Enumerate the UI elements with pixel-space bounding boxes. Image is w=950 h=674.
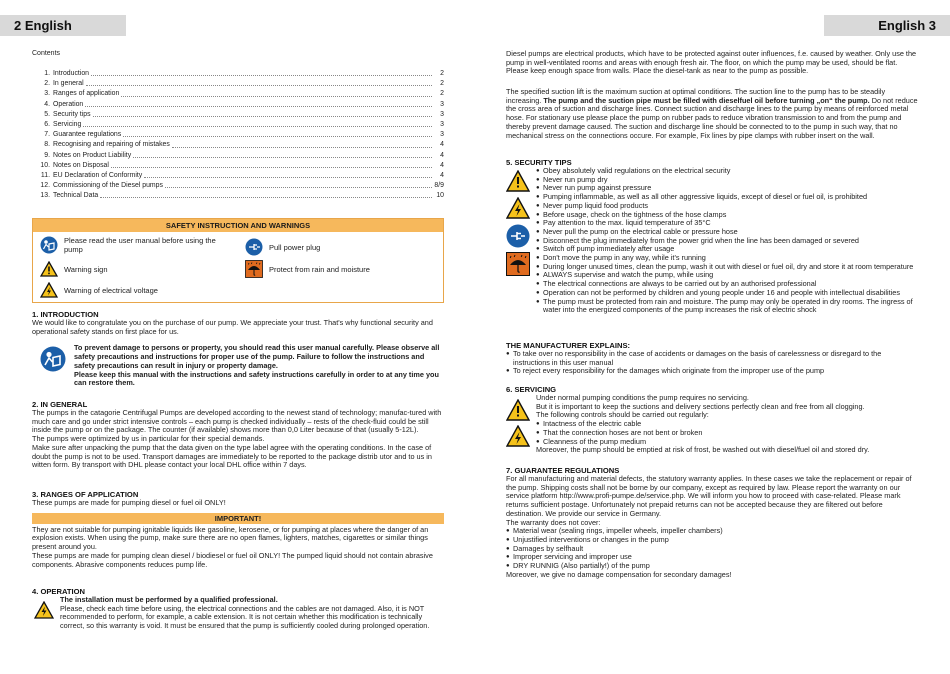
section-manufacturer bbox=[506, 341, 918, 376]
safety-title: SAFETY INSTRUCTION AND WARNINGS bbox=[33, 219, 443, 232]
toc-item: 10. Notes on Disposal 4 bbox=[40, 161, 444, 169]
section-guarantee bbox=[506, 466, 918, 579]
section-servicing bbox=[506, 385, 918, 455]
page-number-right: English 3 bbox=[824, 15, 950, 36]
list-item: ● Cleanness of the pump medium bbox=[536, 438, 918, 447]
electric-voltage-icon bbox=[40, 282, 58, 298]
list-item: ● Disconnect the plug immediately from the power grid when the line has been damaged or severed bbox=[536, 237, 918, 246]
ranges-paragraph-1: They are not suitable for pumping ignitable liquids like gasoline, kerosene, or for pumping at places where the danger of an explosion exists. When using the pump, make sure there are no open flames, lighters, matches, cigarettes or similar things present around you. bbox=[32, 524, 429, 552]
general-paragraph-3: Make sure after unpacking the pump that the data given on the type label agree with the operating conditions. In the case of doubt the pump is not to be used. Transport damages are immediately to be reported to the package distrib utor and to us in witten form. By transport with DHL please contact your local DHL office within 7 days. bbox=[32, 442, 432, 470]
list-item: ● Switch off pump immediately after usage bbox=[536, 245, 918, 254]
operation-bold-note: The installation must be performed by a qualified professional. bbox=[60, 595, 278, 604]
list-item: ● Pumping inflammable, as well as all other aggressive liquids, except of diesel or fuel oil, is prohibited bbox=[536, 193, 918, 202]
toc-item: 12. Commissioning of the Diesel pumps 8/9 bbox=[40, 182, 444, 190]
list-item: ● During longer unused times, clean the pump, wash it out with diesel or fuel oil, dry and store it at room temperature bbox=[536, 263, 918, 272]
warning-triangle-icon bbox=[506, 399, 530, 421]
servicing-line-3: The following controls should be carried out regularly: bbox=[536, 410, 709, 420]
safety-box bbox=[32, 218, 444, 303]
introduction-heading: 1. INTRODUCTION bbox=[32, 310, 99, 319]
safety-voltage: Warning of electrical voltage bbox=[40, 282, 158, 298]
manufacturer-heading: THE MANUFACTURER EXPLAINS: bbox=[506, 341, 631, 350]
list-item: ● Unjustified interventions or changes in the pump bbox=[506, 536, 918, 545]
section-general bbox=[32, 400, 444, 470]
operation-heading: 4. OPERATION bbox=[32, 587, 86, 596]
guarantee-heading: 7. GUARANTEE REGULATIONS bbox=[506, 466, 620, 475]
toc-item: 5. Security tips 3 bbox=[44, 110, 444, 118]
warning-triangle-icon bbox=[506, 170, 530, 192]
guarantee-paragraph-3: Moreover, we give no damage compensation for secondary damages! bbox=[506, 569, 732, 579]
list-item: ● That the connection hoses are not bent or broken bbox=[536, 429, 918, 438]
ranges-paragraph-2: These pumps are made for pumping clean diesel / biodiesel or fuel oil ONLY! The pumped liquid should not contain abrasive components. Abrasive components reduces pump life. bbox=[32, 550, 433, 569]
right-intro-paragraph: Diesel pumps are electrical products, which have to be protected against outer influences, f.e. caused by weather. Only use the pump in well-ventilated rooms and areas with enough fresh air. The floor, on which the pump may be used, should be flat. Please keep enough space from walls. Place the diesel-tank as near to the pump as possible. bbox=[506, 49, 917, 76]
safety-pull-plug: Pull power plug bbox=[245, 238, 320, 256]
umbrella-rain-icon bbox=[245, 260, 263, 278]
list-item: ● Never pull the pump on the electrical cable or pressure hose bbox=[536, 228, 918, 237]
electric-voltage-icon bbox=[506, 197, 530, 219]
electric-voltage-icon bbox=[506, 425, 530, 447]
list-item: ● Don't move the pump in any way, while it's running bbox=[536, 254, 918, 263]
toc-item: 13. Technical Data 10 bbox=[40, 192, 444, 200]
section-introduction bbox=[32, 310, 444, 388]
list-item: ● ALWAYS supervise and watch the pump, while using bbox=[536, 271, 918, 280]
servicing-heading: 6. SERVICING bbox=[506, 385, 557, 394]
toc-item: 11. EU Declaration of Conformity 4 bbox=[40, 171, 444, 179]
toc-item: 4. Operation 3 bbox=[44, 100, 444, 108]
pull-plug-icon bbox=[245, 238, 263, 256]
guarantee-paragraph-1: For all manufacturing and material defects, the statutory warranty applies. In these cases we take the replacement or repair of the pump. Shipping costs shall not be borne by our company, except as required by law. Please report the warranty on our service platform http://www.profi-pumpe.de/service.php. We will inform you how to proceed with case-related. Please mark returns sufficient postage. Unfortunately not prepaid returns can not be accepted because they are filtered out before destination. We provide our service in Germany. bbox=[506, 474, 912, 518]
list-item: ● Material wear (sealing rings, impeller wheels, impeller chambers) bbox=[506, 527, 918, 536]
important-bar: IMPORTANT! bbox=[32, 513, 444, 524]
toc-item: 9. Notes on Product Liability 4 bbox=[44, 151, 444, 159]
toc-item: 8. Recognising and repairing of mistakes 4 bbox=[44, 141, 444, 149]
list-item: ● Before usage, check on the tightness of the hose clamps bbox=[536, 211, 918, 220]
general-paragraph-1: The pumps in the catagorie Centrifugal Pumps are developed according to the newest stand of technology; manufac-tured with much care and go under strict intensive controls – each pump is checked individually – rests of the check-fluid could be still inside the pump or on the package. The counter (if available) shows more than 0,0 Liter because of that (usually 5-12L). bbox=[32, 408, 442, 435]
general-paragraph-2: The pumps were optimized by us in particular for their special demands. bbox=[32, 434, 265, 444]
read-manual-icon bbox=[40, 236, 58, 254]
ranges-heading: 3. RANGES OF APPLICATION bbox=[32, 490, 139, 499]
safety-read-manual: Please read the user manual before using the pump bbox=[40, 236, 230, 254]
toc-item: 2. In general 2 bbox=[44, 80, 444, 88]
umbrella-rain-icon bbox=[506, 252, 530, 276]
list-item: ● To reject every responsibility for the damages which originate from the improper use of the pump bbox=[506, 367, 918, 376]
introduction-text: We would like to congratulate you on the purchase of our pump. We appreciate your trust. That's why functional security and operational safety stands on first place for us. bbox=[32, 318, 433, 336]
list-item: ● Never run pump against pressure bbox=[536, 184, 918, 193]
suction-paragraph: The specified suction lift is the maximum suction at optimal conditions. The suction line to the pump has to be steadily increasing. The pump and the suction pipe must be filled with dieselfuel oil before turning „on“ the pump. Do not reduce the cross area of suction and discharge lines. Connect suction and discharge lines to the pump by means of reinforced metal hose. For stationary use please place the pump on rubber pads to reduce vibration transmission to and from the pump and thereby prevent damage caused. The suction and discharge line should be connected to to the pump in such way, that no mechanical stress on the connections occure. For example, Fix lines by pipe clamps with rubber insert on the wall. bbox=[506, 87, 918, 140]
guarantee-paragraph-2: The warranty does not cover: bbox=[506, 517, 601, 527]
security-tips-list bbox=[536, 167, 918, 315]
list-item: ● Never run pump dry bbox=[536, 176, 918, 185]
ranges-text: These pumps are made for pumping diesel or fuel oil ONLY! bbox=[32, 498, 226, 507]
list-item: ● Never pump liquid food products bbox=[536, 202, 918, 211]
list-item: ● To take over no responsibility in the case of accidents or damages on the basis of carelessness or disregard to the instructions in this user manual bbox=[506, 350, 918, 367]
list-item: ● Operation can not be performed by children and young people under 16 and people with intellectual disabilities bbox=[536, 289, 918, 298]
safety-rain: Protect from rain and moisture bbox=[245, 260, 370, 278]
table-of-contents bbox=[32, 69, 444, 201]
list-item: ● The pump must be protected from rain and moisture. The pump may only be operated in dry rooms. The ingress of water into the energized components of the pump increases the risk of electric shock bbox=[536, 298, 918, 315]
toc-item: 7. Guarantee regulations 3 bbox=[44, 131, 444, 139]
toc-item: 1. Introduction 2 bbox=[44, 70, 444, 77]
electric-voltage-icon bbox=[34, 601, 54, 619]
servicing-line-4: Moreover, the pump should be emptied at risk of frost, be washed out with diesel/fuel oil and stored dry. bbox=[536, 445, 870, 455]
list-item: ● Improper servicing and improper use bbox=[506, 553, 918, 562]
servicing-line-2: But it is important to keep the suctions and delivery sections perfectly clean and free from all clogging. bbox=[536, 401, 865, 411]
guarantee-list bbox=[506, 527, 918, 571]
security-heading: 5. SECURITY TIPS bbox=[506, 158, 572, 167]
servicing-list bbox=[536, 420, 918, 446]
list-item: ● Obey absolutely valid regulations on the electrical security bbox=[536, 167, 918, 176]
general-heading: 2. IN GENERAL bbox=[32, 400, 88, 409]
section-ranges bbox=[32, 490, 444, 569]
list-item: ● Intactness of the electric cable bbox=[536, 420, 918, 429]
introduction-notice: To prevent damage to persons or property, you should read this user manual carefully. Please observe all safety precautions and instructions for proper use of the pump. Failure to follow the instructions and safety precautions can result in injury or property damage. Please keep this manual with the instructions and safety instructions carefully in order to at any time you can restore them. bbox=[74, 343, 440, 388]
manufacturer-list bbox=[506, 350, 918, 376]
list-item: ● Pay attention to the max. liquid temperature of 35°C bbox=[536, 219, 918, 228]
safety-warning-sign: Warning sign bbox=[40, 261, 108, 277]
toc-item: 3. Ranges of application 2 bbox=[44, 90, 444, 98]
list-item: ● DRY RUNNIG (Also partially!) of the pump bbox=[506, 562, 918, 571]
pull-plug-icon bbox=[506, 224, 530, 248]
toc-item: 6. Servicing 3 bbox=[44, 120, 444, 128]
section-operation bbox=[32, 587, 444, 631]
list-item: ● Damages by selfhault bbox=[506, 545, 918, 554]
list-item: ● The electrical connections are always to be carried out by an authorised professional bbox=[536, 280, 918, 289]
warning-triangle-icon bbox=[40, 261, 58, 277]
contents-heading: Contents bbox=[32, 50, 61, 57]
servicing-line-1: Under normal pumping conditions the pump requires no servicing. bbox=[536, 393, 749, 402]
page-number-left: 2 English bbox=[0, 15, 126, 36]
operation-text: Please, check each time before using, the electrical connections and the cables are not damaged. Also, it is NOT recommended to perform, for example, a cable extension. It is not certain whether this modification is technically correct, so this warranty is void. It must be ensured that the pump is sufficiently cooled during prolonged operation. bbox=[60, 603, 430, 631]
section-security-tips bbox=[506, 158, 918, 315]
read-manual-icon bbox=[40, 346, 66, 372]
